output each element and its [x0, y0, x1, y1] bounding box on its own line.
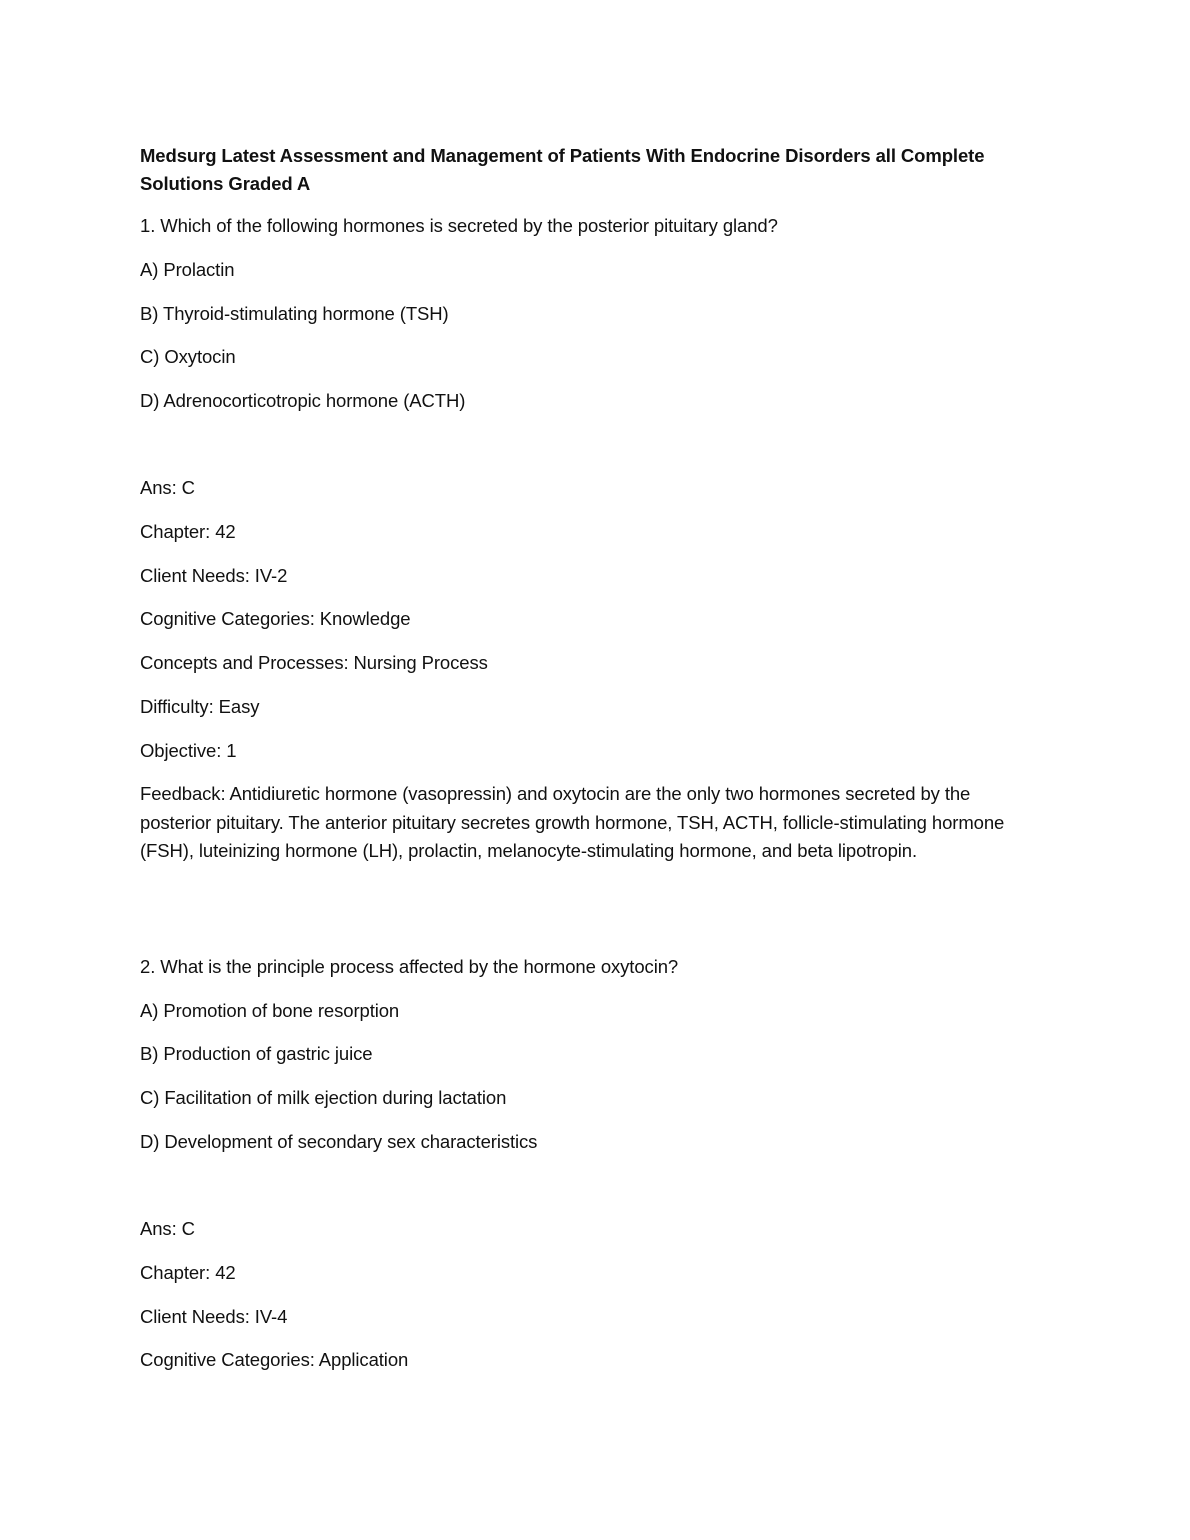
q1-option-d: D) Adrenocorticotropic hormone (ACTH): [140, 390, 466, 411]
q2-option-b: B) Production of gastric juice: [140, 1043, 373, 1064]
question-2-text: 2. What is the principle process affected by the hormone oxytocin?: [140, 956, 679, 977]
q2-cognitive-categories: Cognitive Categories: Application: [140, 1349, 409, 1370]
q1-cognitive-categories: Cognitive Categories: Knowledge: [140, 608, 411, 629]
q1-difficulty: Difficulty: Easy: [140, 696, 260, 717]
q2-chapter: Chapter: 42: [140, 1262, 236, 1283]
q1-feedback: Feedback: Antidiuretic hormone (vasopressin) and oxytocin are the only two hormones secreted by the posterior pituitary. The anterior pituitary secretes growth hormone, TSH, ACTH, follicle-stimulating hormone (FSH), luteinizing hormone (LH), prolactin, melanocyte-stimulating hormone, and beta lipotropin.: [140, 783, 1005, 861]
q1-objective: Objective: 1: [140, 740, 237, 761]
question-1-text: 1. Which of the following hormones is secreted by the posterior pituitary gland?: [140, 215, 778, 236]
q2-option-c: C) Facilitation of milk ejection during lactation: [140, 1087, 507, 1108]
q1-option-a: A) Prolactin: [140, 259, 235, 280]
q2-client-needs: Client Needs: IV-4: [140, 1306, 288, 1327]
q1-chapter: Chapter: 42: [140, 521, 236, 542]
q2-option-d: D) Development of secondary sex characteristics: [140, 1131, 538, 1152]
q1-client-needs: Client Needs: IV-2: [140, 565, 288, 586]
q1-answer: Ans: C: [140, 477, 195, 498]
q1-option-c: C) Oxytocin: [140, 346, 236, 367]
q2-option-a: A) Promotion of bone resorption: [140, 1000, 400, 1021]
q1-concepts-processes: Concepts and Processes: Nursing Process: [140, 652, 488, 673]
q1-option-b: B) Thyroid-stimulating hormone (TSH): [140, 303, 449, 324]
q2-answer: Ans: C: [140, 1218, 195, 1239]
document-title: Medsurg Latest Assessment and Management of Patients With Endocrine Disorders all Complete Solutions Graded A: [140, 145, 985, 194]
